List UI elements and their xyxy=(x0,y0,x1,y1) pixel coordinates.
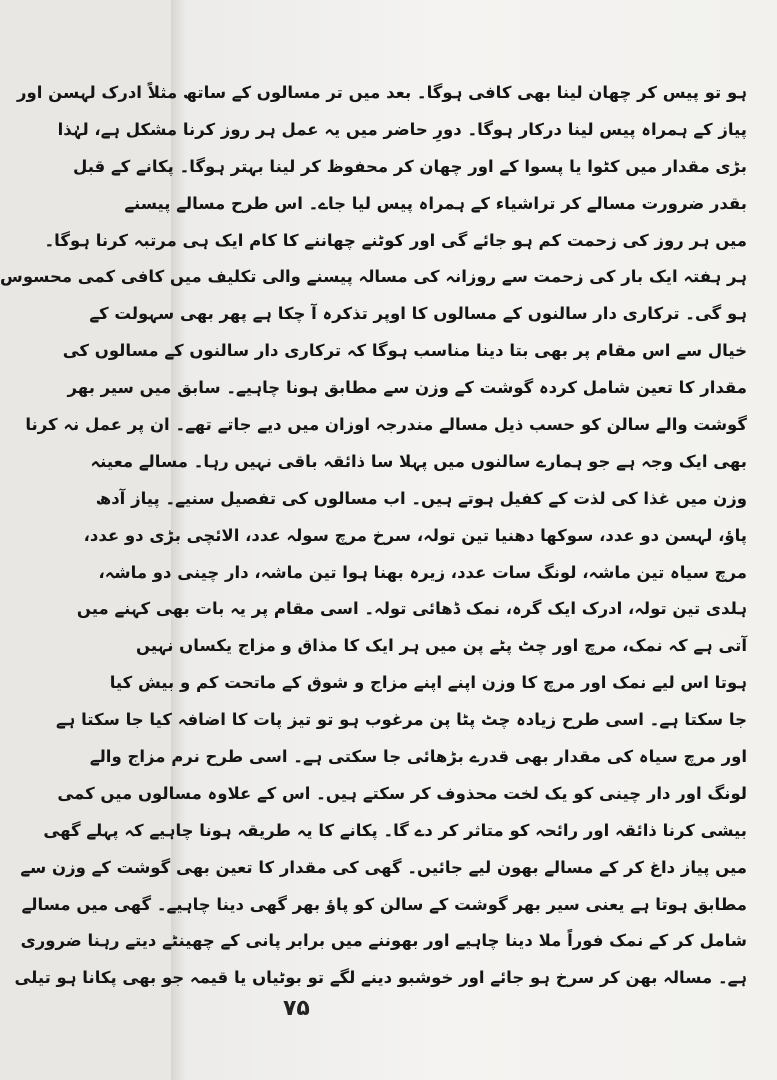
text-line: پاؤ، لہسن دو عدد، سوکھا دھنیا تین تولہ، سرخ مرچ سولہ عدد، الائچی بڑی دو عدد، xyxy=(83,525,747,545)
text-line: آتی ہے کہ نمک، مرچ اور چٹ پٹے پن میں ہر ایک کا مذاق و مزاج یکساں نہیں xyxy=(135,636,747,656)
text-line: ہو تو پیس کر چھان لینا بھی کافی ہوگا۔ بعد میں تر مسالوں کے ساتھ مثلاً ادرک لہسن اور xyxy=(17,83,747,102)
text-line: جا سکتا ہے۔ اسی طرح زیادہ چٹ پٹا پن مرغوب ہو تو تیز پات کا اضافہ کیا جا سکتا ہے xyxy=(56,710,747,730)
text-line: میں ہر روز کی زحمت کم ہو جائے گی اور کوٹنے چھاننے کا کام ایک ہی مرتبہ کرنا ہوگا۔ xyxy=(44,230,747,250)
text-line: میں پیاز داغ کر کے مسالے بھون لیے جائیں۔ گھی کی مقدار کا تعین بھی گوشت کے وزن سے xyxy=(20,857,747,877)
text-line: ہلدی تین تولہ، ادرک ایک گرہ، نمک ڈھائی تولہ۔ اسی مقام پر یہ بات بھی کہنے میں xyxy=(76,599,747,619)
text-line: اور مرچ سیاہ کی مقدار بھی قدرے بڑھائی جا سکتی ہے۔ اسی طرح نرم مزاج والے xyxy=(89,747,747,767)
text-line: ہوتا اس لیے نمک اور مرچ کا وزن اپنے اپنے مزاج و شوق کے ماتحت کم و بیش کیا xyxy=(109,673,747,693)
text-line: ہر ہفتہ ایک بار کی زحمت سے روزانہ کی مسالہ پیسنے والی تکلیف میں کافی کمی محسوس xyxy=(0,267,747,287)
text-line: مرچ سیاہ تین ماشہ، لونگ سات عدد، زیرہ بھنا ہوا تین ماشہ، دار چینی دو ماشہ، xyxy=(98,562,747,582)
text-line: ہو گی۔ ترکاری دار سالنوں کے مسالوں کا اوپر تذکرہ آ چکا ہے پھر بھی سہولت کے xyxy=(89,304,747,324)
text-line: شامل کر کے نمک فوراً ملا دینا چاہیے اور بھوننے میں برابر پانی کے چھینٹے دیتے رہنا ضروری xyxy=(20,931,747,951)
body-text xyxy=(0,75,747,988)
text-line: ہے۔ مسالہ بھن کر سرخ ہو جائے اور خوشبو دینے لگے تو بوٹیاں یا قیمہ جو بھی پکانا ہو تیلی xyxy=(14,968,747,988)
page-number: ۷۵ xyxy=(283,996,310,1021)
text-line: لونگ اور دار چینی کو یک لخت محذوف کر سکتے ہیں۔ اس کے علاوہ مسالوں میں کمی xyxy=(57,783,747,803)
text-line: بیشی کرنا ذائقہ اور رائحہ کو متاثر کر دے گا۔ پکانے کا یہ طریقہ ہونا چاہیے کہ پہلے گھی xyxy=(43,820,747,840)
text-line: بڑی مقدار میں کٹوا یا پسوا کے اور چھان کر محفوظ کر لینا بہتر ہوگا۔ پکانے کے قبل xyxy=(72,156,747,176)
text-line: مقدار کا تعین شامل کردہ گوشت کے وزن سے مطابق ہونا چاہیے۔ سابق میں سیر بھر xyxy=(67,378,747,398)
text-line: گوشت والے سالن کو حسب ذیل مسالے مندرجہ اوزان میں دیے جاتے تھے۔ ان پر عمل نہ کرنا xyxy=(25,415,747,435)
text-line: مطابق ہوتا ہے یعنی سیر بھر گوشت کے سالن کو پاؤ بھر گھی دینا چاہیے۔ گھی میں مسالے xyxy=(21,894,747,914)
text-line: بھی ایک وجہ ہے جو ہمارے سالنوں میں پہلا سا ذائقہ باقی نہیں رہا۔ مسالے معینہ xyxy=(90,451,747,471)
text-line: بقدر ضرورت مسالے کر تراشیاء کے ہمراہ پیس لیا جاے۔ اس طرح مسالے پیسنے xyxy=(124,193,747,213)
text-line: خیال سے اس مقام پر بھی بتا دینا مناسب ہوگا کہ ترکاری دار سالنوں کے مسالوں کی xyxy=(62,341,747,361)
text-line: پیاز کے ہمراہ پیس لینا درکار ہوگا۔ دورِ حاضر میں یہ عمل ہر روز کرنا مشکل ہے، لہٰذا xyxy=(57,119,747,139)
text-line: وزن میں غذا کی لذت کے کفیل ہوتے ہیں۔ اب مسالوں کی تفصیل سنیے۔ پیاز آدھ xyxy=(95,488,747,508)
